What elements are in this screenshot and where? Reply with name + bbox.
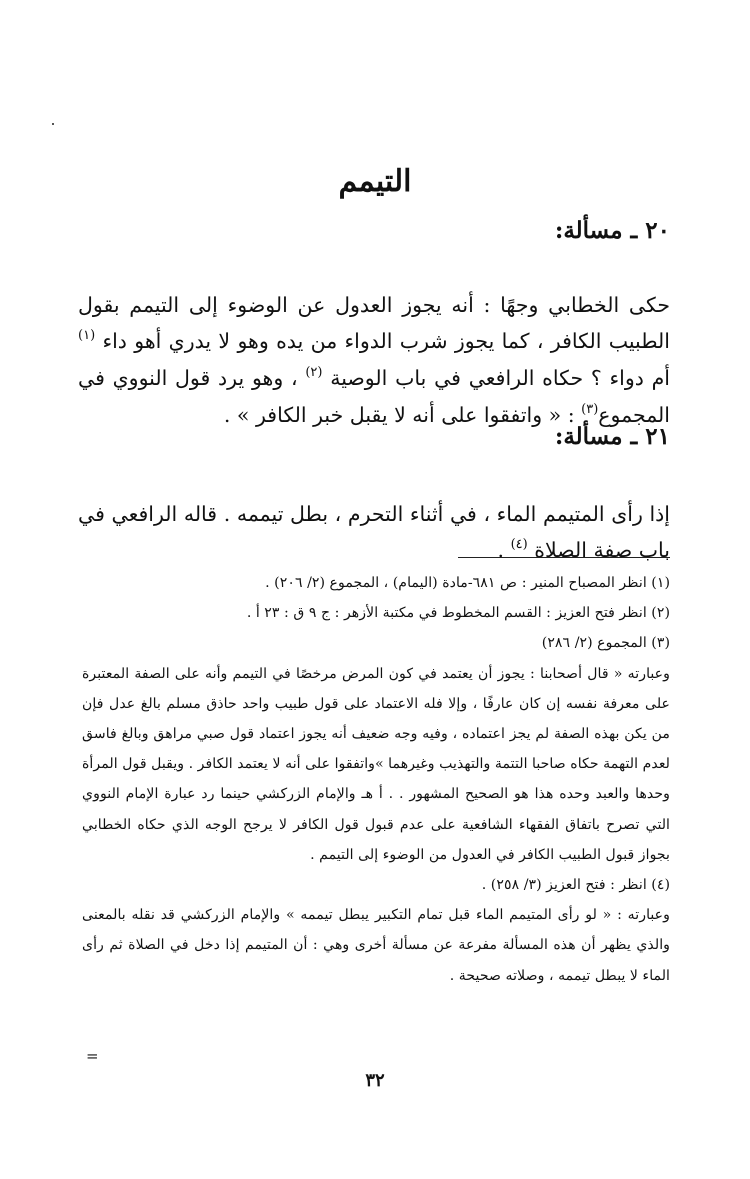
continuation-marker: = [86,1047,99,1065]
question-21-text [78,496,670,570]
footnotes-section [82,568,670,991]
question-21-text-part-b: . [497,538,511,563]
question-21-heading: ٢١ ـ مسألة: [554,423,670,450]
footnote-ref-1: (١) [78,328,96,344]
question-21-text-part-a: إذا رأى المتيمم الماء ، في أثناء التحرم ، بطل تيممه . قاله الرافعي في باب صفة الصلاة [78,501,670,563]
footnote-4-heading: (٤) انظر : فتح العزيز (٣/ ٢٥٨) . [481,877,670,894]
footnote-2: (٢) انظر فتح العزيز : القسم المخطوط في مكتبة الأزهر : ج ٩ ق : ٢٣ أ . [246,605,670,622]
question-20-text-part-a: حكى الخطابي وجهًا : أنه يجوز العدول عن الوضوء إلى التيمم بقول الطبيب الكافر ، كما يجوز شرب الدواء من يده وهو لا يدري أهو داء [78,292,670,354]
question-20-text [78,287,670,434]
footnote-ref-2: (٢) [305,365,323,381]
question-20-text-part-b: أم دواء ؟ حكاه الرافعي في باب الوصية [322,366,670,391]
footnote-3-body: وعبارته « قال أصحابنا : يجوز أن يعتمد في كون المرض مرخصًا في التيمم وأنه على الصفة المعتبرة على معرفة نفسه إن كان عارفًا ، وإلا فله الاعتماد على قول طبيب واحد حاذق مسلم بالغ عدل فإن من يكن بهذه الصفة لم يجز اعتماده ، وفيه وجه ضعيف أنه يجوز اعتماد قول صبي مراهق وبالغ فاسق لعدم التهمة حكاه صاحبا التتمة والتهذيب وغيرهما »واتفقوا على أنه لا يعتمد الكافر . ويقبل قول المرأة وحدها والعبد وحده هذا هو الصحيح المشهور . . أ هـ والإمام الزركشي حينما رد عبارة الإمام النووي التي تصرح باتفاق الفقهاء الشافعية على عدم قبول قول الكافر لا يرجح الوجه الذي حكاه الخطابي بجواز قبول الطبيب الكافر في العدول من الوضوء إلى التيمم . [82,665,670,863]
question-20-heading: ٢٠ ـ مسألة: [554,217,670,244]
footnote-3-heading: (٣) المجموع (٢/ ٢٨٦) [541,635,670,652]
footnote-ref-3: (٣) [581,401,599,417]
question-20-text-part-c: ، وهو يرد قول النووي في المجموع [78,366,670,427]
page-number: ٣٢ [365,1070,385,1091]
footnote-4-body: وعبارته : « لو رأى المتيمم الماء قبل تمام التكبير يبطل تيممه » والإمام الزركشي قد نقله بالمعنى والذي يظهر أن هذه المسألة مفرعة عن مسألة أخرى وهي : أن المتيمم إذا دخل في الصلاة ثم رأى الماء لا يبطل تيممه ، وصلاته صحيحة . [82,907,670,984]
question-20-text-part-d: : « واتفقوا على أنه لا يقبل خبر الكافر » . [223,402,582,427]
stray-ink-dot [52,123,54,125]
footnote-ref-4: (٤) [510,537,528,553]
footnote-separator [458,557,670,558]
page-title: التيمم [338,164,412,199]
footnote-1: (١) انظر المصباح المنير : ص ٦٨١-مادة (اليمام) ، المجموع (٢/ ٢٠٦) . [265,575,670,591]
